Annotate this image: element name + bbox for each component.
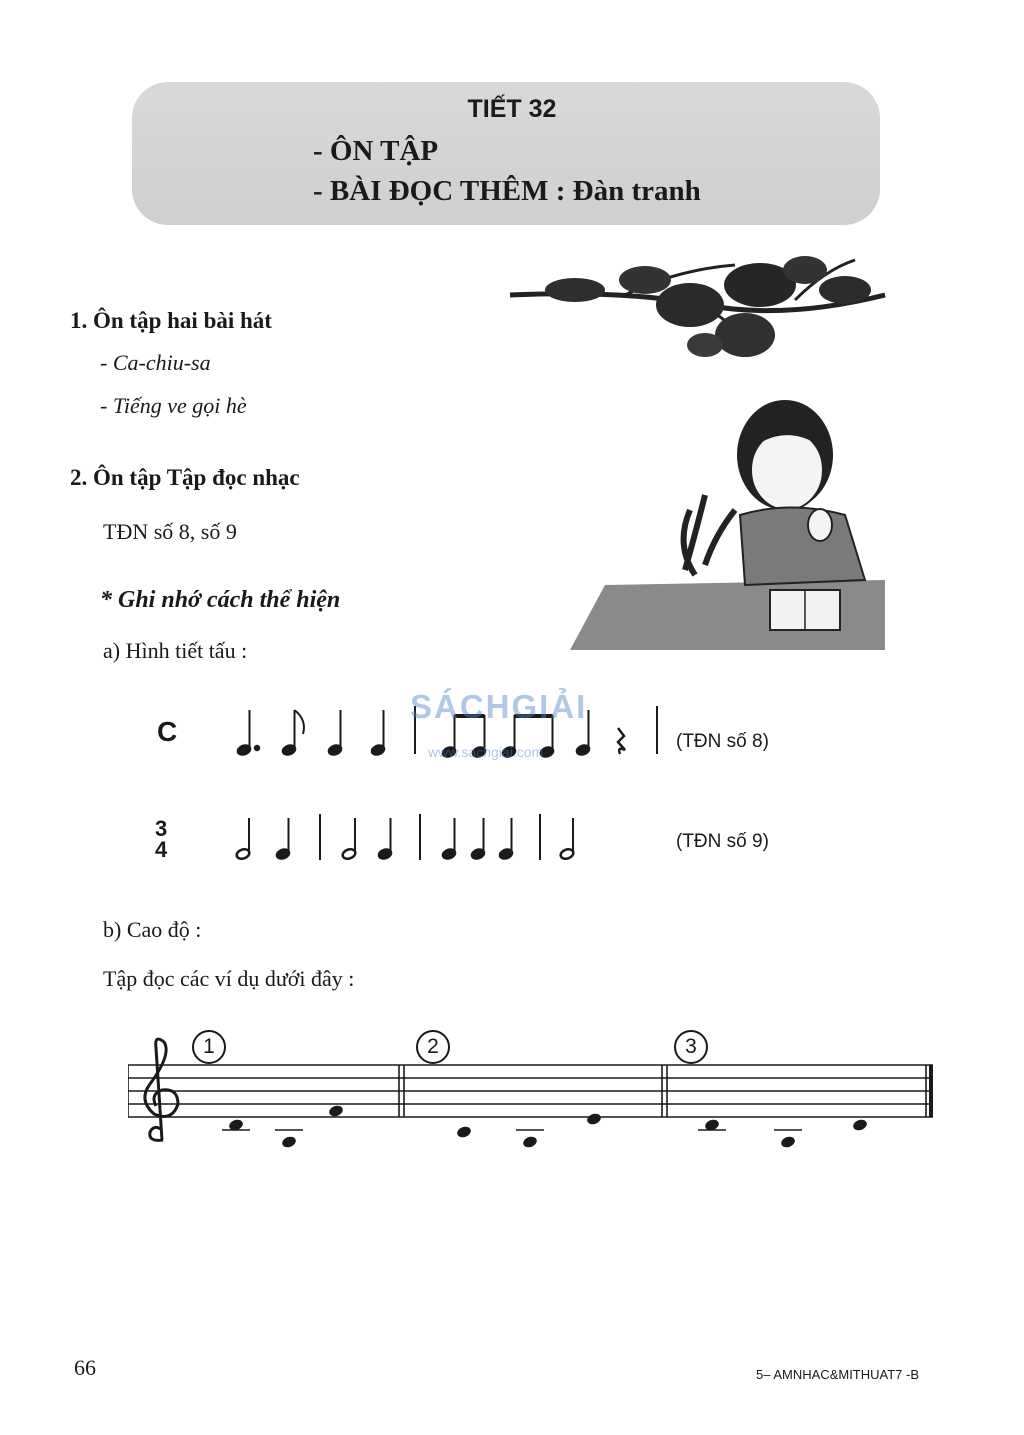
lesson-topic-reading bbox=[313, 175, 701, 208]
pitch-label: b) Cao độ : bbox=[103, 917, 202, 942]
three-four-time-signature bbox=[155, 818, 167, 860]
time-signature-top: 3 bbox=[155, 816, 168, 841]
song-item: - Ca-chiu-sa bbox=[100, 350, 211, 375]
sight-reading-numbers: TĐN số 8, số 9 bbox=[103, 519, 237, 544]
reading-prefix: - BÀI ĐỌC THÊM : bbox=[313, 175, 573, 207]
reading-title: Đàn tranh bbox=[572, 175, 701, 207]
page-number: 66 bbox=[74, 1355, 96, 1380]
branch-illustration bbox=[505, 250, 890, 385]
treble-clef-icon bbox=[145, 1039, 178, 1140]
rhythm-pattern-tdn9 bbox=[225, 808, 595, 878]
song-item: - Tiếng ve gọi hè bbox=[100, 393, 247, 418]
watermark-logo: SÁCHGIẢI bbox=[410, 688, 588, 725]
lesson-number: TIẾT 32 bbox=[467, 95, 557, 123]
music-staff bbox=[128, 1028, 940, 1153]
example-number-badge: 3 bbox=[674, 1030, 708, 1064]
pitch-instruction: Tập đọc các ví dụ dưới đây : bbox=[103, 966, 355, 991]
rhythm-label: a) Hình tiết tấu : bbox=[103, 638, 248, 663]
time-signature-bottom: 4 bbox=[155, 837, 168, 862]
rhythm-tdn9-label: (TĐN số 9) bbox=[676, 831, 769, 852]
example-number-badge: 2 bbox=[416, 1030, 450, 1064]
section-sight-reading-title: 2. Ôn tập Tập đọc nhạc bbox=[70, 465, 300, 490]
common-time-signature: C bbox=[157, 716, 178, 747]
watermark-url: www.sachgiai.com bbox=[428, 744, 544, 760]
example-number-badge: 1 bbox=[192, 1030, 226, 1064]
book-code: 5– AMNHAC&MITHUAT7 -B bbox=[756, 1367, 920, 1382]
section-review-songs-title: 1. Ôn tập hai bài hát bbox=[70, 308, 272, 333]
remember-title: * Ghi nhớ cách thể hiện bbox=[100, 587, 341, 613]
girl-reading-illustration bbox=[565, 395, 890, 655]
lesson-topic-review: - ÔN TẬP bbox=[313, 135, 439, 167]
rhythm-tdn8-label: (TĐN số 8) bbox=[676, 731, 769, 752]
